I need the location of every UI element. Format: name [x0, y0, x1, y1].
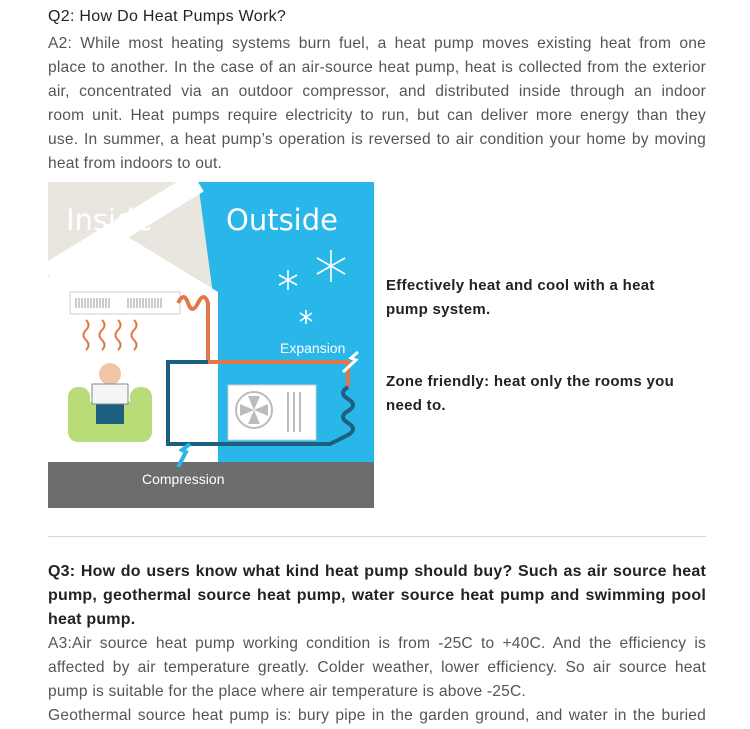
- feature-2: [386, 370, 674, 418]
- feature-2-line: need to.: [386, 397, 446, 414]
- compression-label: Compression: [142, 471, 225, 487]
- q2-answer-line: place to another. In the case of an air-source heat pump, heat is collected from the exterior: [48, 59, 706, 76]
- feature-1-line: Effectively heat and cool with a heat: [386, 277, 655, 294]
- person-head: [99, 363, 121, 385]
- q3-heading-line: Q3: How do users know what kind heat pump should buy? Such as air source heat: [48, 563, 706, 580]
- feature-2-line: Zone friendly: heat only the rooms you: [386, 373, 675, 390]
- newspaper: [92, 384, 128, 404]
- q2-answer-line: use. In summer, a heat pump’s operation is reversed to air condition your home by moving: [48, 131, 706, 148]
- q3-answer: [48, 632, 706, 728]
- q2-answer: [48, 32, 706, 176]
- feature-1: [386, 274, 655, 322]
- outside-label: Outside: [226, 203, 338, 237]
- q2-answer-line: room unit. Heat pumps require electricity to run, but can deliver more energy than they: [48, 107, 706, 124]
- chair-arm: [130, 387, 152, 442]
- q3-answer-line: affected by air temperature greatly. Colder weather, lower efficiency. So air source heat: [48, 659, 706, 676]
- q3-heading: [48, 560, 706, 632]
- q2-answer-line: air, concentrated via an outdoor compressor, and distributed inside through an indoor: [48, 83, 706, 100]
- q3-heading-line: heat pump.: [48, 611, 136, 628]
- feature-1-line: pump system.: [386, 301, 491, 318]
- q2-answer-line: A2: While most heating systems burn fuel, a heat pump moves existing heat from one: [48, 35, 706, 52]
- heat-pump-illustration: [48, 182, 374, 508]
- chair-arm: [68, 387, 90, 442]
- q3-answer-line: Geothermal source heat pump is: bury pipe in the garden ground, and water in the buried: [48, 707, 706, 724]
- divider: [48, 536, 706, 537]
- q2-heading: Q2: How Do Heat Pumps Work?: [48, 8, 287, 25]
- expansion-label: Expansion: [280, 340, 346, 356]
- q3-answer-line: pump is suitable for the place where air temperature is above -25C.: [48, 683, 526, 700]
- q3-heading-line: pump, geothermal source heat pump, water source heat pump and swimming pool: [48, 587, 706, 604]
- indoor-unit: [70, 292, 180, 314]
- q2-answer-line: heat from indoors to out.: [48, 155, 223, 172]
- inside-label: Inside: [66, 203, 153, 237]
- q3-answer-line: A3:Air source heat pump working condition is from -25C to +40C. And the efficiency is: [48, 635, 706, 652]
